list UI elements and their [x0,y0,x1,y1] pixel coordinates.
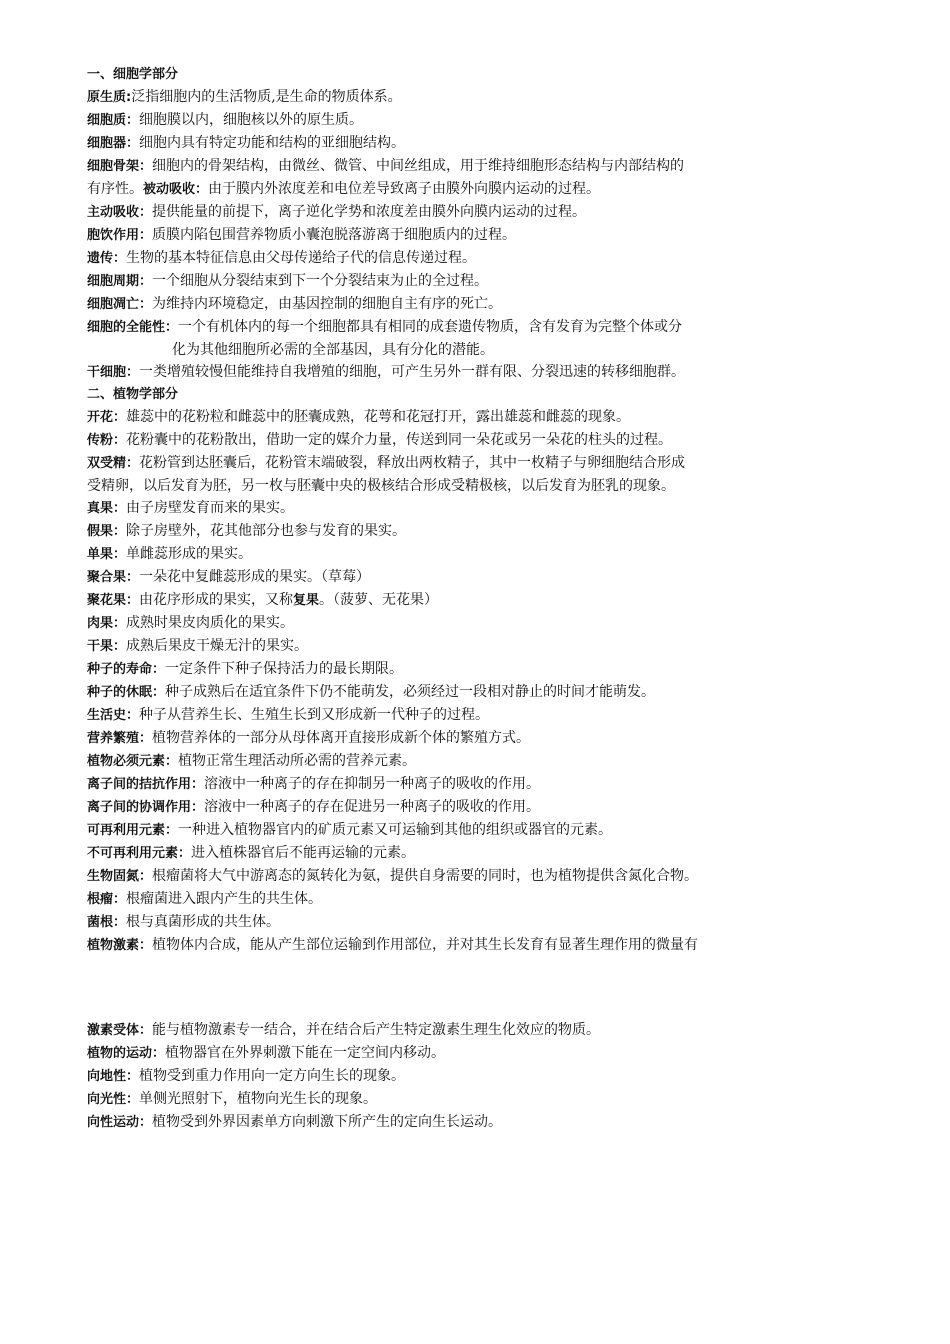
term: 生物固氮： [87,869,153,884]
term: 真果： [87,501,127,516]
definition-line [87,543,827,566]
definition-continuation [87,979,827,1001]
definition-line [87,86,827,109]
definition: 泛指细胞内的生活物质,是生命的物质体系。 [131,89,402,105]
definition: 为维持内环境稳定，由基因控制的细胞自主有序的死亡。 [152,296,503,312]
term: 细胞的全能性： [87,320,179,335]
term: 假果： [87,524,127,539]
definition-line [87,750,827,773]
term: 植物激素： [87,938,153,953]
definition: 根瘤菌将大气中游离态的氮转化为氨，提供自身需要的同时，也为植物提供含氮化合物。 [152,868,699,884]
term: 可再利用元素： [87,823,179,838]
definition: 成熟后果皮干燥无汁的果实。 [126,638,309,654]
definition: 一种进入植物器官内的矿质元素又可运输到其他的组织或器官的元素。 [178,822,613,838]
definition: 一类增殖较慢但能维持自我增殖的细胞，可产生另外一群有限、分裂迅速的转移细胞群。 [139,364,686,380]
definition-line [87,109,827,132]
definition-line [87,1019,827,1042]
term: 不可再利用元素： [87,846,192,861]
definition-line [87,796,827,819]
term: 菌根： [87,915,127,930]
definition-line [87,1134,827,1156]
term: 聚花果： [87,593,140,608]
definition-line [87,1065,827,1088]
term: 根瘤： [87,892,127,907]
definition-line [87,842,827,865]
definition-line [87,773,827,796]
term: 胞饮作用： [87,228,153,243]
term: 聚合果： [87,570,140,585]
definition: 生物的基本特征信息由父母传递给子代的信息传递过程。 [126,250,477,266]
definition-line [87,429,827,452]
term: 细胞凋亡： [87,297,153,312]
definition-line [87,819,827,842]
term: 向性运动： [87,1115,153,1130]
definition: 。（菠萝、无花果） [319,592,439,608]
definition: 种子从营养生长、生殖生长到又形成新一代种子的过程。 [139,707,490,723]
definition-line [87,566,827,589]
term: 生活史： [87,708,140,723]
term: 细胞周期： [87,274,153,289]
term: 干果： [87,639,127,654]
definition: 雄蕊中的花粉粒和雌蕊中的胚囊成熟，花萼和花冠打开，露出雄蕊和雌蕊的现象。 [126,409,631,425]
term: 向地性： [87,1069,140,1084]
blank-line [87,1001,827,1019]
term: 肉果： [87,616,127,631]
term: 遗传： [87,251,127,266]
definition-line [87,865,827,888]
term: 主动吸收： [87,205,153,220]
definition: 溶液中一种离子的存在抑制另一种离子的吸收的作用。 [204,776,541,792]
definition: 一朵花中复雌蕊形成的果实。（草莓） [139,569,371,585]
definition-line [87,497,827,520]
definition-line [87,911,827,934]
definition-line [87,520,827,543]
definition: 提供能量的前提下，离子逆化学势和浓度差由膜外向膜内运动的过程。 [152,204,587,220]
definition: 细胞内具有特定功能和结构的亚细胞结构。 [139,135,406,151]
definition-line [87,201,827,224]
definition-line [87,132,827,155]
term: 离子间的协调作用： [87,800,205,815]
term: 细胞骨架： [87,159,153,174]
definition: 溶液中一种离子的存在促进另一种离子的吸收的作用。 [204,799,541,815]
definition: 由于膜内外浓度差和电位差导致离子由膜外向膜内运动的过程。 [208,181,601,197]
definition-line [87,888,827,911]
definition-line [87,1088,827,1111]
definition-line [87,704,827,727]
term: 细胞质： [87,113,140,128]
definition-line [87,612,827,635]
definition: 植物正常生理活动所必需的营养元素。 [178,753,417,769]
definition: 由花序形成的果实，又称 [139,592,294,608]
term: 离子间的拮抗作用： [87,777,205,792]
definition-line [87,635,827,658]
definition-line [87,361,827,384]
term: 开花： [87,410,127,425]
definition-line [87,727,827,750]
definition: 由子房壁发育而来的果实。 [126,500,295,516]
definition: 一个细胞从分裂结束到下一个分裂结束为止的全过程。 [152,273,489,289]
term: 原生质: [87,90,132,105]
term: 被动吸收： [143,182,209,197]
definition: 根瘤菌进入跟内产生的共生体。 [126,891,323,907]
definition: 一个有机体内的每一个细胞都具有相同的成套遗传物质，含有发育为完整个体或分 [178,319,683,335]
definition: 细胞膜以内，细胞核以外的原生质。 [139,112,364,128]
definition: 进入植株器官后不能再运输的元素。 [191,845,416,861]
definition: 质膜内陷包围营养物质小囊泡脱落游离于细胞质内的过程。 [152,227,517,243]
definition: 植物器官在外界刺激下能在一定空间内移动。 [165,1045,446,1061]
term: 种子的休眠： [87,685,166,700]
section-heading-botany: 二、植物学部分 [87,387,179,402]
definition: 一定条件下种子保持活力的最长期限。 [165,661,404,677]
definition-line [87,406,827,429]
definition-line [87,178,827,201]
document-page [87,64,827,1156]
term: 营养繁殖： [87,731,153,746]
definition: 根与真菌形成的共生体。 [126,914,281,930]
definition: 植物营养体的一部分从母体离开直接形成新个体的繁殖方式。 [152,730,531,746]
term: 植物的运动： [87,1046,166,1061]
term: 双受精： [87,456,140,471]
term: 植物必须元素： [87,754,179,769]
definition-line [87,452,827,475]
term: 向光性： [87,1092,140,1107]
definition-line [87,155,827,178]
term: 干细胞： [87,365,140,380]
definition: 种子成熟后在适宜条件下仍不能萌发，必须经过一段相对静止的时间才能萌发。 [165,684,656,700]
definition: 花粉管到达胚囊后，花粉管末端破裂，释放出两枚精子，其中一枚精子与卵细胞结合形成 [139,455,686,471]
definition: 单侧光照射下，植物向光生长的现象。 [139,1091,378,1107]
definition: 成熟时果皮肉质化的果实。 [126,615,295,631]
definition-line [87,934,827,957]
definition: 细胞内的骨架结构，由微丝、微管、中间丝组成，用于维持细胞形态结构与内部结构的 [152,158,685,174]
definition-line [87,658,827,681]
definition-line [87,293,827,316]
definition: 植物受到外界因素单方向刺激下所产生的定向生长运动。 [152,1114,503,1130]
term: 细胞器： [87,136,140,151]
definition-continuation: 化为其他细胞所必需的全部基因，具有分化的潜能。 [172,342,494,358]
term: 单果： [87,547,127,562]
definition-line [87,1111,827,1134]
definition: 除子房壁外，花其他部分也参与发育的果实。 [126,523,407,539]
definition-continuation: 有序性。 [87,181,143,197]
definition-continuation: 受精卵，以后发育为胚，另一枚与胚囊中央的极核结合形成受精极核，以后发育为胚乳的现象。 [87,478,675,494]
definition-line [87,1042,827,1065]
definition-line [87,957,827,979]
definition: 植物体内合成，能从产生部位运输到作用部位，并对其生长发育有显著生理作用的微量有 [152,937,699,953]
term: 复果 [293,593,320,608]
definition-line [87,316,827,339]
definition: 单雌蕊形成的果实。 [126,546,253,562]
section-heading-cytology: 一、细胞学部分 [87,67,179,82]
definition: 能与植物激素专一结合，并在结合后产生特定激素生理生化效应的物质。 [152,1022,601,1038]
definition-line [87,224,827,247]
term: 传粉： [87,433,127,448]
term: 激素受体： [87,1023,153,1038]
term: 种子的寿命： [87,662,166,677]
definition-line [87,589,827,612]
definition: 花粉囊中的花粉散出，借助一定的媒介力量，传送到同一朵花或另一朵花的柱头的过程。 [126,432,673,448]
definition-line [87,247,827,270]
definition-line [87,270,827,293]
definition-line [87,681,827,704]
definition: 植物受到重力作用向一定方向生长的现象。 [139,1068,406,1084]
